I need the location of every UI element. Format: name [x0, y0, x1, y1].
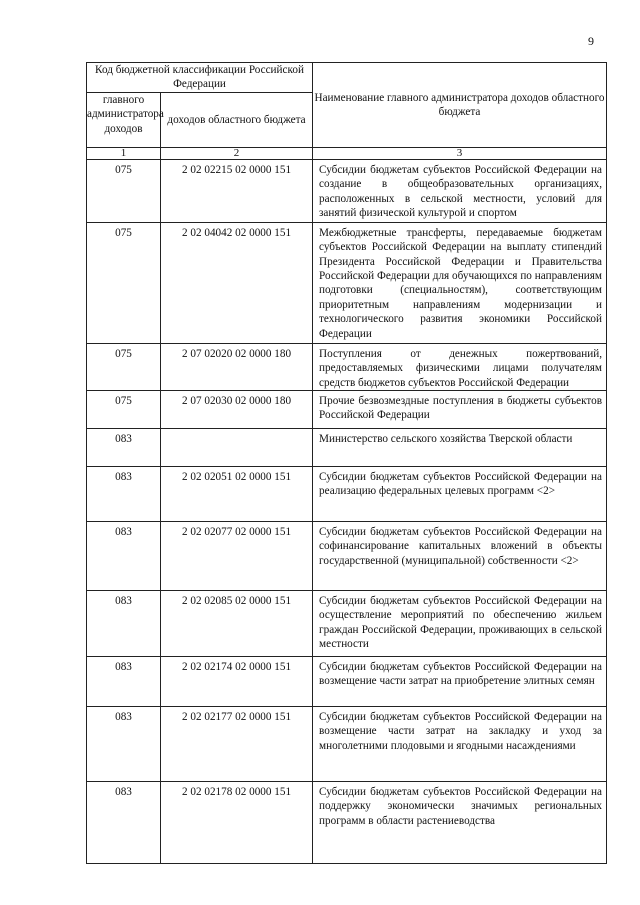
table-row — [87, 657, 607, 707]
income-code: 2 02 02174 02 0000 151 — [161, 657, 313, 707]
table-row — [87, 782, 607, 864]
income-code: 2 02 02051 02 0000 151 — [161, 467, 313, 522]
income-code: 2 02 02215 02 0000 151 — [161, 159, 313, 222]
row-name: Субсидии бюджетам субъектов Российской Федерации на осуществление мероприятий по обеспечению жильем граждан Российской Федерации, проживающих в сельской местности — [313, 591, 607, 657]
row-name: Субсидии бюджетам субъектов Российской Федерации на поддержку экономически значимых региональных программ в области растениеводства — [313, 782, 607, 864]
table-row — [87, 343, 607, 390]
admin-code: 083 — [87, 429, 161, 467]
budget-code-header: Код бюджетной классификации Российской Федерации — [87, 63, 313, 93]
column-number: 1 — [87, 147, 161, 159]
row-name: Поступления от денежных пожертвований, предоставляемых физическими лицами получателям средств бюджетов субъектов Российской Федерации — [313, 343, 607, 390]
row-name: Субсидии бюджетам субъектов Российской Федерации на софинансирование капитальных вложений в объекты государственной (муниципальной) собственности <2> — [313, 522, 607, 591]
table-row — [87, 429, 607, 467]
name-column-header: Наименование главного администратора доходов областного бюджета — [313, 63, 607, 148]
row-name: Субсидии бюджетам субъектов Российской Федерации на создание в общеобразовательных организациях, расположенных в сельской местности, условий для занятий физической культурой и спортом — [313, 159, 607, 222]
income-code: 2 02 04042 02 0000 151 — [161, 222, 313, 343]
table-row — [87, 391, 607, 429]
table-row — [87, 591, 607, 657]
table-row — [87, 522, 607, 591]
column-number: 3 — [313, 147, 607, 159]
income-code: 2 07 02020 02 0000 180 — [161, 343, 313, 390]
admin-code: 075 — [87, 343, 161, 390]
income-code: 2 02 02177 02 0000 151 — [161, 707, 313, 782]
row-name: Прочие безвозмездные поступления в бюджеты субъектов Российской Федерации — [313, 391, 607, 429]
income-column-header: доходов областного бюджета — [161, 92, 313, 147]
admin-code: 083 — [87, 782, 161, 864]
table-row — [87, 707, 607, 782]
row-name: Субсидии бюджетам субъектов Российской Федерации на возмещение части затрат на приобретение элитных семян — [313, 657, 607, 707]
admin-code: 083 — [87, 467, 161, 522]
admin-code: 083 — [87, 707, 161, 782]
admin-code: 083 — [87, 522, 161, 591]
row-name: Межбюджетные трансферты, передаваемые бюджетам субъектов Российской Федерации на выплату стипендий Президента Российской Федерации и Правительства Российской Федерации для обучающихся по направлениям подготовки (специальностям), соответствующим приоритетным направлениям модернизации и технологического развития экономики Российской Федерации — [313, 222, 607, 343]
row-name: Министерство сельского хозяйства Тверской области — [313, 429, 607, 467]
row-name: Субсидии бюджетам субъектов Российской Федерации на реализацию федеральных целевых программ <2> — [313, 467, 607, 522]
table-row — [87, 159, 607, 222]
row-name: Субсидии бюджетам субъектов Российской Федерации на возмещение части затрат на закладку и уход за многолетними плодовыми и ягодными насаждениями — [313, 707, 607, 782]
admin-code: 075 — [87, 391, 161, 429]
admin-column-header: главного администратора доходов — [87, 92, 161, 147]
admin-code: 083 — [87, 657, 161, 707]
income-code: 2 02 02077 02 0000 151 — [161, 522, 313, 591]
income-code: 2 02 02085 02 0000 151 — [161, 591, 313, 657]
admin-code: 083 — [87, 591, 161, 657]
admin-code: 075 — [87, 159, 161, 222]
page-number: 9 — [588, 34, 594, 48]
income-code: 2 02 02178 02 0000 151 — [161, 782, 313, 864]
income-code: 2 07 02030 02 0000 180 — [161, 391, 313, 429]
column-number: 2 — [161, 147, 313, 159]
budget-classification-table — [86, 62, 607, 864]
admin-code: 075 — [87, 222, 161, 343]
column-number-row — [87, 147, 607, 159]
table-row — [87, 467, 607, 522]
table-row — [87, 222, 607, 343]
income-code — [161, 429, 313, 467]
